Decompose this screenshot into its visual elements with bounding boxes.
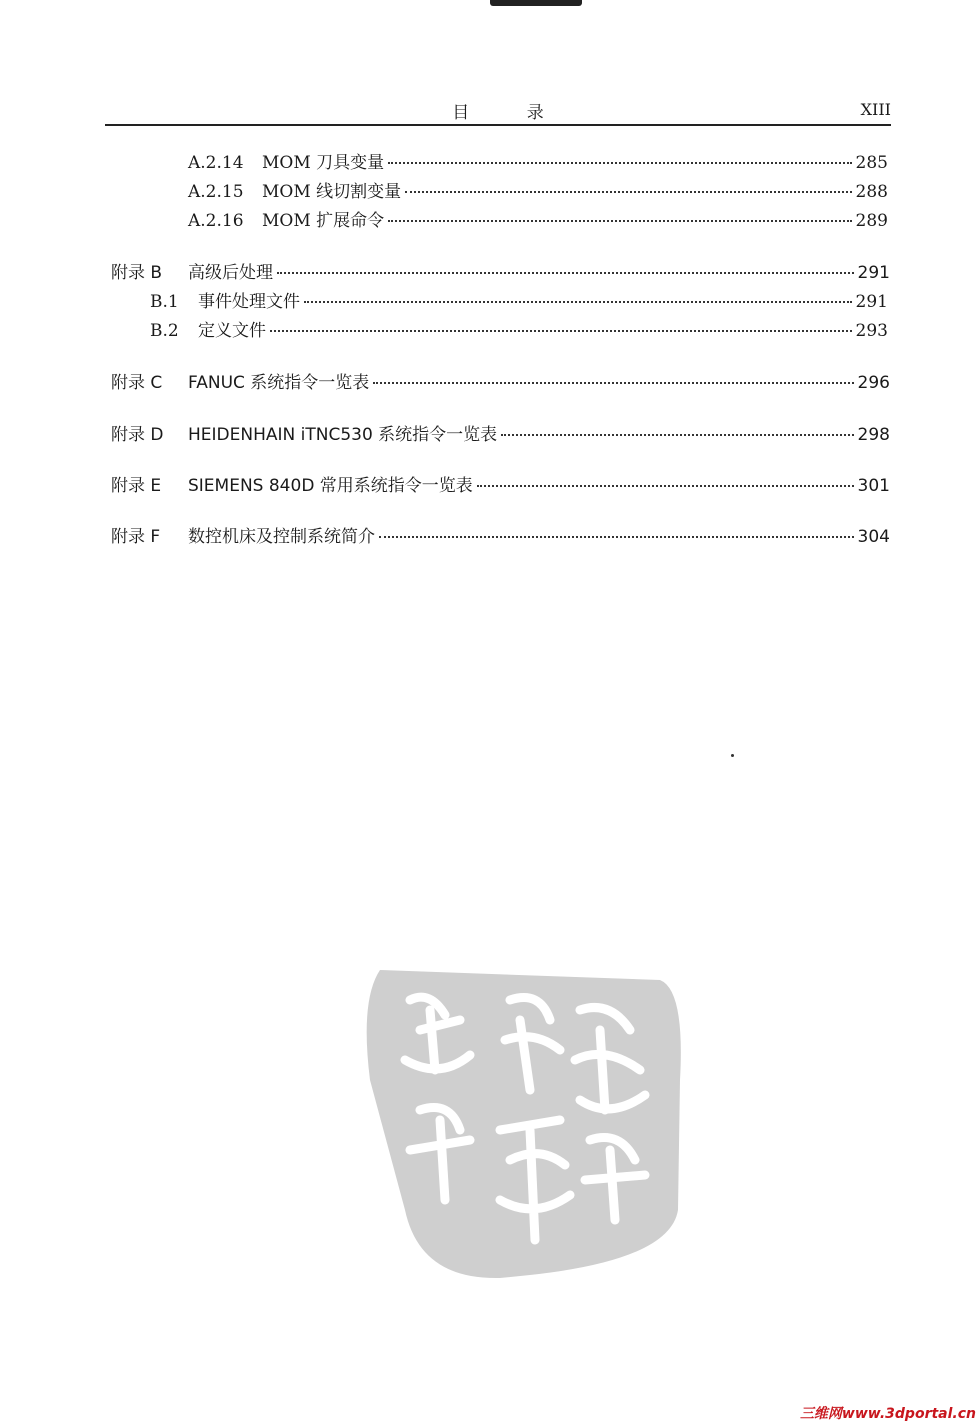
toc-entry-a2-15[interactable] [188,177,888,203]
toc-page: 291 [855,292,888,312]
toc-title: MOM 刀具变量 [262,153,385,173]
toc-title: 事件处理文件 [198,292,300,312]
page-header [105,98,891,126]
toc-page: 285 [855,153,888,173]
toc-number: 附录 F [111,527,161,547]
toc-number: 附录 C [111,373,163,393]
toc-leader [277,272,854,274]
toc-leader [373,382,853,384]
toc-title: HEIDENHAIN iTNC530 系统指令一览表 [188,425,498,445]
toc-number: 附录 B [111,263,163,283]
toc-entry-a2-14[interactable] [188,148,888,174]
toc-page: 289 [855,211,888,231]
toc-page: 293 [855,321,888,341]
toc-page: 301 [857,476,890,496]
toc-page: 291 [857,263,890,283]
watermark-text: 三维网www.3dportal.cn [799,1406,976,1422]
top-binding-mark [490,0,582,6]
toc-entry-b1[interactable] [150,287,888,313]
toc-title: SIEMENS 840D 常用系统指令一览表 [188,476,473,496]
toc-entry-appendix-e[interactable] [111,471,890,497]
toc-title: MOM 线切割变量 [262,182,402,202]
toc-number: B.1 [150,292,179,312]
toc-title: 高级后处理 [188,263,273,283]
toc-number: 附录 E [111,476,162,496]
toc-number: A.2.15 [188,182,244,202]
toc-number: B.2 [150,321,179,341]
toc-page: 288 [855,182,888,202]
toc-leader [379,536,854,538]
toc-title: MOM 扩展命令 [262,211,385,231]
toc-number: 附录 D [111,425,164,445]
header-title: 目 录 [452,103,570,123]
toc-title: 定义文件 [198,321,266,341]
toc-page: 304 [857,527,890,547]
toc-leader [388,162,851,164]
header-rule [105,124,891,126]
toc-leader [405,191,851,193]
toc-leader [388,220,851,222]
toc-page: 296 [857,373,890,393]
toc-title: FANUC 系统指令一览表 [188,373,370,393]
toc-leader [477,485,854,487]
toc-title: 数控机床及控制系统简介 [188,527,375,547]
toc-entry-b2[interactable] [150,316,888,342]
toc-entry-a2-16[interactable] [188,206,888,232]
header-page-number: XIII [860,100,891,119]
toc-entry-appendix-b[interactable] [111,258,890,284]
stray-dot [731,754,734,757]
seal-stamp-icon [360,960,690,1280]
toc-leader [304,301,852,303]
toc-entry-appendix-f[interactable] [111,522,890,548]
toc-page: 298 [857,425,890,445]
toc-number: A.2.16 [188,211,244,231]
toc-leader [270,330,852,332]
toc-entry-appendix-c[interactable] [111,368,890,394]
toc-entry-appendix-d[interactable] [111,420,890,446]
toc-leader [501,434,853,436]
toc-number: A.2.14 [188,153,244,173]
